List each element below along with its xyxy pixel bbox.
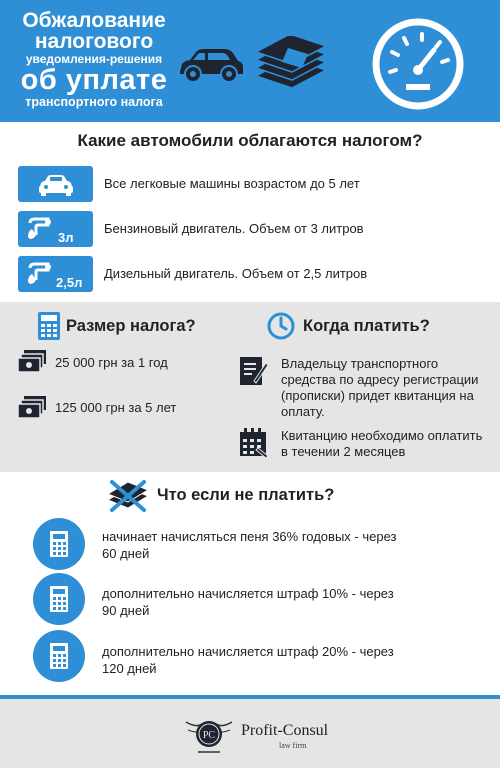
penalty-item-3: дополнительно начисляется штраф 20% - через 120 дней [102,644,394,676]
fuel-nozzle-icon [18,256,93,292]
penalty-item-2: дополнительно начисляется штраф 10% - через 90 дней [102,586,394,618]
company-subtitle: law firm [279,741,307,750]
company-name: Profit-Consul [241,722,329,739]
company-logo [184,712,234,756]
row-text: Бензиновый двигатель. Объем от 3 литров [104,221,364,236]
calculator-icon [33,630,85,682]
logo-letters: PC [202,730,216,741]
badge [18,166,93,202]
when-to-pay-heading: Когда платить? [303,317,430,335]
title-line-2: налогового [34,30,154,53]
badge [18,256,93,292]
car-icon [176,44,246,86]
list-item [18,211,488,247]
tax-amount-1-year: 25 000 грн за 1 год [55,355,168,370]
section-title-taxable-cars: Какие автомобили облагаются налогом? [77,131,423,150]
badge-label: 3л [58,230,74,245]
badge [18,211,93,247]
header-banner [0,0,500,122]
calculator-icon [38,312,60,340]
money-stack-icon [252,36,330,94]
badge-label: 2,5л [56,275,83,290]
tax-amount-5-years: 125 000 грн за 5 лет [55,400,177,415]
payment-deadline-text: Квитанцию необходимо оплатить в течении 2 месяцев [281,428,483,459]
title-line-3: уведомления-решения [25,52,163,66]
list-item [18,166,488,202]
title-line-5: транспортного налога [25,95,163,109]
list-item [18,256,488,292]
clock-icon [266,311,296,341]
penalty-item-1: начинает начисляться пеня 36% годовых - через 60 дней [102,529,397,561]
row-text: Все легковые машины возрастом до 5 лет [104,176,360,191]
row-text: Дизельный двигатель. Объем от 2,5 литров [104,266,368,281]
calculator-icon [33,573,85,625]
crossed-money-icon [106,478,150,514]
header-title [14,10,174,109]
calendar-icon [240,428,268,458]
car-icon [18,166,93,202]
tax-size-heading: Размер налога? [66,317,196,335]
document-pen-icon [240,355,268,387]
banknotes-icon [18,350,46,372]
title-line-1: Обжалование [22,9,166,32]
title-line-4: об уплате [20,64,168,96]
calculator-icon [33,518,85,570]
banknotes-icon [18,396,46,418]
fuel-nozzle-icon [18,211,93,247]
section-title-no-payment: Что если не платить? [157,486,335,504]
speedometer-icon [368,14,468,114]
receipt-delivery-text: Владельцу транспортного средства по адресу регистрации (прописки) придет квитанция на оплату. [281,356,479,419]
